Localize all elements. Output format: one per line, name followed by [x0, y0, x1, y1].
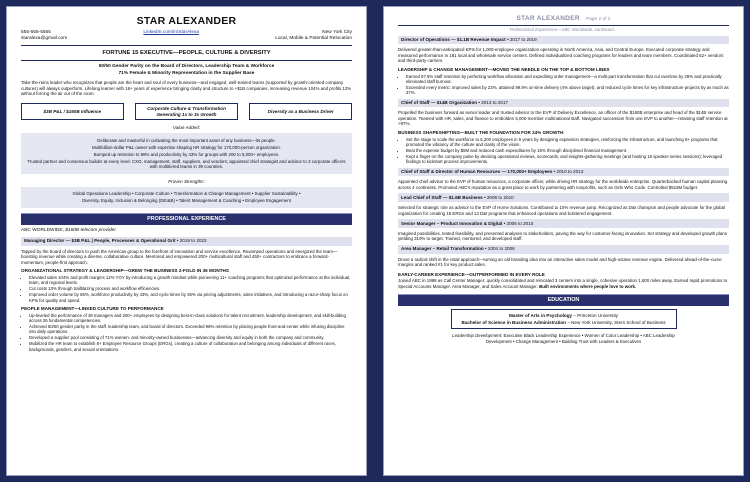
role-description: Propelled the business forward as senior leader and trusted advisor to the EVP of Delivery Excellence, an officer of the $160B enterprise and head of the $14B service operation. Teamed with HR, sales, and finance to embolden 5,000-member multinational staff. Navigated succession from one EVP to another—retaining staff retention at >97%. — [398, 110, 728, 127]
employer-note: $160B telecom provider — [65, 227, 116, 233]
section-band-experience: PROFESSIONAL EXPERIENCE — [21, 213, 352, 225]
relocation: Local, Mobile & Potential Relocation — [275, 36, 352, 42]
list-item: • Improved order volume by 86%, workforce productivity by 43%, and cycle times by 35% via pricing adjustments, sales initiatives, and introducing a razor-sharp focus on KPIs for quality and speed. — [29, 292, 352, 303]
education-block — [398, 309, 729, 329]
value-item: Deliberate and masterful in cultivating the most important asset of any business—its people. — [97, 137, 276, 143]
achievements-list — [406, 74, 729, 96]
email: staralexa@gmail.com — [21, 36, 68, 42]
candidate-name: STAR ALEXANDER — [516, 15, 580, 22]
achievements-list — [29, 313, 352, 352]
role-dates: • 2008 to 2010 — [483, 194, 514, 200]
development-label: Leadership Development: — [452, 333, 503, 339]
role-dates: • 2010 to 2013 — [553, 169, 584, 175]
subsection-heading: ORGANIZATIONAL STRATEGY & LEADERSHIP—GREW THE BUSINESS 2-FOLD IN 36 MONTHS — [21, 268, 229, 274]
value-item: Bumped up retention to 98% and productivity by 43% for groups with 200 to 5,000+ employees. — [93, 151, 280, 157]
role-description: Tapped by the board of directors to push the Americas group to the forefront of innovation and service excellence. Revamped operations and energized the team—boosting revenue while creating a diverse, collaborative culture. Mentored and empowered 200+ multicultural staff and 450+ contractors to embrace a forward-momentum, people-first approach. — [21, 248, 338, 265]
section-band-education: EDUCATION — [398, 294, 729, 306]
highlight-box-diversity: Diversity as a Business Driver — [249, 103, 352, 120]
subsection-heading: LEADERSHIP & CHANGE MANAGEMENT—MOVED THE NEEDLE ON THE TOP & BOTTOM LINES — [398, 66, 610, 72]
degree-school: – New York University, Stern School of Business — [567, 319, 666, 325]
strengths-line: Diversity, Equity, Inclusion & Belonging (DEI&B) • Talent Management & Coaching • Employee Engagement — [82, 198, 291, 204]
page-2-header — [398, 15, 729, 23]
list-item: • Up-leveled the performance of 38 managers and 200+ employees by designing best-in-class solutions for talent recruitment, leadership development, and skill-building across 26 fundamental competencies. — [29, 313, 352, 324]
role-description: Drove a radical shift in the retail approach—turning an old branding idea into an interactive sales model and high-octane revenue engine. Delivered ahead-of-the-curve margins and ranked #1 for key product sales. — [398, 256, 722, 268]
value-item: Trusted partner and consensus builder at every level: CXO, management, staff, suppliers, and vendors; appointed chief strategist and advisor to 3 corporate officers with multitiered teams in 39 countries. — [27, 158, 346, 169]
employer-name: ABC WORLDWIDE, — [21, 227, 64, 233]
headline-divider — [21, 60, 352, 61]
city: New York City — [322, 30, 352, 36]
early-career-description — [398, 278, 729, 289]
role-description: Imagined possibilities, tested feasibility, and presented analyses to stakeholders, paving the way for customer-facing innovation. Set strategy and developed growth plans yielding 310% to target. Trained, mentored, and developed staff. — [398, 230, 727, 242]
role-title: Managing Director — $3B P&L | People, Processes & Operational Grit — [24, 238, 176, 244]
role-title: Lead Chief of Staff — $1.6B Business — [401, 194, 483, 200]
linkedin-link[interactable]: LinkedIn.com/in/StarAlexa — [143, 30, 200, 36]
education-box — [451, 309, 677, 329]
role-title: Chief of Staff — $14B Organization — [401, 100, 478, 106]
highlight-box-pl: $3B P&L / $160B Influence — [21, 103, 124, 120]
subheadline-1: 50/50 Gender Parity on the Board of Directors, Leadership Team & Workforce — [98, 64, 275, 70]
degree-title: Bachelor of Science in Business Administration — [461, 319, 566, 325]
role-title: Area Manager – Retail Transformation — [401, 246, 484, 252]
employer-line — [21, 228, 352, 234]
value-added-heading: Value Added: — [172, 125, 201, 131]
list-item: • Elevated sales 104% and profit margins 12% YOY by introducing a growth mindset while pioneering 11+ coaching programs that optimized performance at the individual, team, and regional levels. — [29, 275, 352, 286]
role-description: Delivered greater-than-anticipated KPIs for 1,000-employee organization operating in North America, Asia, and Central Europe. Executed corporate strategy and measured performance in 181 local and wholesale service centers. Defined individualized coaching programs for leaders and team members. Coordinated 52+ vendors and third-party carriers. — [398, 47, 724, 64]
role-chief-of-staff-hr — [398, 168, 729, 177]
role-description: Selected for strategic role as advisor to the EVP of Home Solutions. Contributed to 10% revenue jump. Recognized as D&I champion and people advocate for the global organization for creating 15 ERGs and 13 D&I programs that enhanced operations and bolstered engagement. — [398, 205, 725, 216]
candidate-name: STAR ALEXANDER — [136, 15, 237, 27]
degree-bachelors — [462, 320, 666, 326]
role-lead-chief-of-staff — [398, 193, 729, 202]
strengths-heading: Proven Strengths: — [168, 179, 205, 184]
list-item: • Beat the expense budget by $5M and reduced cash expenditures by 15% through disciplined financial management. — [406, 148, 729, 153]
role-dates: • 2017 to 2019 — [506, 37, 537, 43]
intro-paragraph: Take-the-reins leader who recognizes that people are the heart and soul of every business—and engaged, well-trained teams (supported by growth-oriented company cultures) will always outperform. Lifelong learner with 18+ years of experience bringing clarity and structure to +$1B companies, increasing revenue 104% and profits 12% without forcing the air out of the room. — [21, 80, 352, 97]
early-career-heading: EARLY-CAREER EXPERIENCE—OUTPERFORMED IN EVERY ROLE — [398, 271, 545, 277]
headline: FORTUNE 15 EXECUTIVE—PEOPLE, CULTURE & DIVERSITY — [102, 50, 271, 57]
header-divider — [21, 45, 352, 46]
development-text: Executive Black Leadership Experience • Women of Color Leadership • ABC Leadership — [503, 333, 675, 339]
role-director-operations — [398, 36, 729, 45]
resume-page-1 — [6, 6, 367, 476]
header-divider — [398, 25, 729, 26]
value-item: Multibillion-dollar P&L owner with expertise shaping HR strategy for 170,000-person organization. — [92, 144, 281, 150]
degree-title: Master of Arts in Psychology — [508, 313, 573, 318]
list-item: • Developed a supplier pool consisting of 71% women- and minority-owned businesses—advancing diversity and equity in both the company and community. — [29, 335, 352, 340]
list-item: • Achieved 50/50 gender parity in the staff, leadership team, and board of directors. Exceeded 98% retention by placing people front-and-center while infusing discipline into daily operations. — [29, 324, 352, 335]
value-added-block — [21, 133, 352, 174]
strengths-line: Global Operations Leadership • Corporate Culture • Transformation & Change Management • Supplier Sustainability • — [72, 191, 301, 197]
continued-note: Professional Experience—ABC Worldwide, continued... — [509, 27, 618, 33]
degree-masters — [462, 313, 666, 319]
page-number: Page 2 of 2 — [585, 17, 611, 22]
early-career-tagline: Built environments where people love to work. — [539, 283, 637, 289]
list-item: • Kept a finger on the company pulse by devising operational reviews, scorecards, and insights-gathering meetings (and hosting 18 speaker-series sessions); leveraged findings to kickstart process improvements. — [406, 154, 729, 165]
role-area-manager — [398, 245, 729, 254]
role-chief-of-staff — [398, 99, 729, 108]
highlight-box-culture: Corporate Culture & Transformation Generating 1x to 3x Growth — [135, 103, 238, 120]
role-managing-director — [21, 237, 352, 246]
subheadline-2: 71% Female & Minority Representation in the Supplier Base — [118, 71, 255, 77]
role-title: Senior Manager – Product Innovation & Digital — [401, 220, 503, 226]
achievements-list — [29, 275, 352, 303]
list-item: • Cut costs 13% through trailblazing process and workflow efficiencies. — [29, 286, 352, 291]
contact-row — [21, 30, 352, 42]
achievements-list — [406, 137, 729, 165]
list-item: • Exceeded every metric: improved sales by 23%, attained 99.9% on-time delivery (4% above target), and reduced cycle times for key infrastructure projects by as much as 37%. — [406, 85, 729, 96]
highlight-boxes — [21, 103, 352, 120]
subsection-heading: BUSINESS SHAPESHIFTING—BUILT THE FOUNDATION FOR 24% GROWTH — [398, 129, 564, 135]
role-dates: • 2006 to 2010 — [503, 220, 534, 226]
early-career-text: Joined ABC in 1998 as Call Center Manager; quickly consolidated and relocated 3 centers into a single, cohesive operation 1,600 miles away. Earned rapid promotions to Special Accounts Manager, Area Manager, and Sales Account Manager. — [398, 278, 728, 289]
role-dates: • 2019 to 2023 — [176, 238, 207, 244]
role-title: Director of Operations — $1.1B Revenue Impact — [401, 37, 506, 43]
subsection-heading: PEOPLE MANAGEMENT—LINKED CULTURE TO PERFORMANCE — [21, 305, 164, 311]
list-item: • Mobilized the HR team to establish 8+ Employee Resource Groups (ERGs), creating a culture of collaboration and belonging among individuals of different races, backgrounds, genders, and sexual orientations. — [29, 341, 352, 352]
role-dates: • 2013 to 2017 — [478, 100, 509, 106]
development-line-2: Development • Change Management • Building Trust with Leaders & Executives — [485, 338, 642, 344]
role-dates: • 2004 to 2006 — [485, 246, 515, 252]
resume-page-2 — [383, 6, 744, 476]
role-senior-manager — [398, 219, 729, 228]
phone: 555-555-5555 — [21, 30, 51, 36]
list-item: • Set the stage to scale the workforce to 6,200 employees in 5 years by designing expansion strategies, reinforcing the infrastructure, and launching 9+ programs that promoted the vibrancy of the culture and clarity of the vision. — [406, 137, 729, 148]
role-title: Chief of Staff & Director of Human Resources — 170,000+ Employees — [401, 169, 553, 175]
role-description: Appointed chief advisor to the EVP of human resources, a corporate officer, while driving HR strategy for the worldwide enterprise. Quarterbacked human capital planning across 4 continents. Promoted ABC's reputation as a great place to work by partnering with nonprofits, such as Girls Who Code. Controlled $515M budget. — [398, 179, 728, 190]
list-item: • Earned 97.5% staff retention by perfecting workflow allocation and expediting order management—a multi-part transformation that cut overtime by 28% and practically eliminated staff burnout. — [406, 74, 729, 85]
degree-school: – Princeton University — [573, 313, 619, 318]
strengths-block — [21, 187, 352, 209]
leadership-development — [398, 333, 729, 344]
